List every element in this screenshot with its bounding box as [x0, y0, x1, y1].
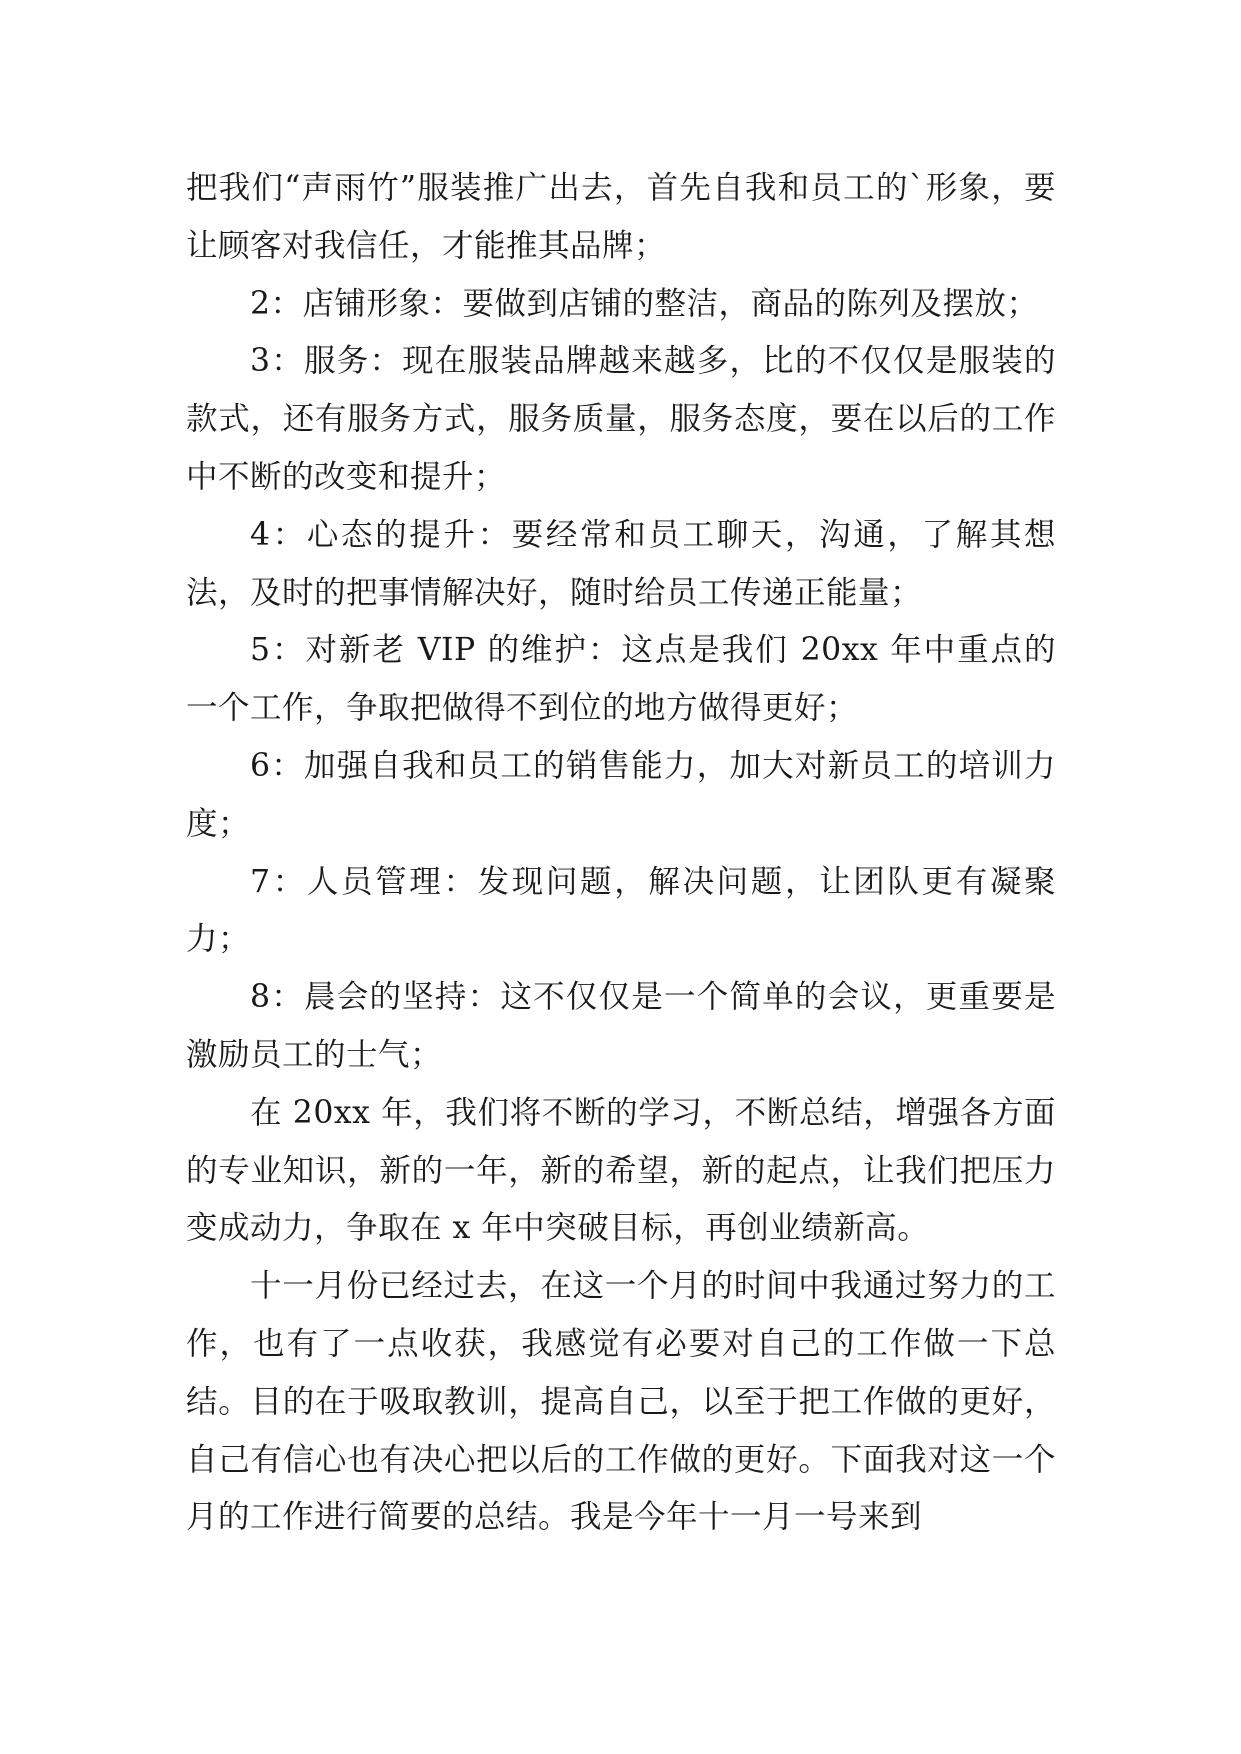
- paragraph-store-image: 2：店铺形象：要做到店铺的整洁，商品的陈列及摆放；: [250, 285, 1039, 322]
- paragraph-staff-management: 7：人员管理：发现问题，解决问题，让团队更有凝聚力；: [186, 863, 1056, 958]
- paragraph-mindset: 4：心态的提升：要经常和员工聊天，沟通，了解其想法，及时的把事情解决好，随时给员工传递正能量；: [186, 516, 1056, 611]
- paragraph-morning-meeting: 8：晨会的坚持：这不仅仅是一个简单的会议，更重要是激励员工的士气；: [186, 979, 1056, 1073]
- paragraph-november-summary: 十一月份已经过去，在这一个月的时间中我通过努力的工作，也有了一点收获，我感觉有必要对自己的工作做一下总结。目的在于吸取教训，提高自己，以至于把工作做的更好，自己有信心也有决心把以后的工作做的更好。下面我对这一个月的工作进行简要的总结。我是今年十一月一号来到: [186, 1268, 1056, 1536]
- document-body: [186, 160, 1056, 1547]
- paragraph-service: 3：服务：现在服装品牌越来越多，比的不仅仅是服装的款式，还有服务方式，服务质量，服务态度，要在以后的工作中不断的改变和提升；: [186, 343, 1056, 495]
- paragraph-year-goal: 在 20xx 年，我们将不断的学习，不断总结，增强各方面的专业知识，新的一年，新的希望，新的起点，让我们把压力变成动力，争取在 x 年中突破目标，再创业绩新高。: [186, 1094, 1056, 1247]
- paragraph-vip-maintenance: 5：对新老 VIP 的维护：这点是我们 20xx 年中重点的一个工作，争取把做得不到位的地方做得更好；: [186, 632, 1056, 727]
- paragraph-brand-image: 把我们“声雨竹”服装推广出去，首先自我和员工的`形象，要让顾客对我信任，才能推其品牌；: [186, 170, 1056, 264]
- paragraph-sales-ability: 6：加强自我和员工的销售能力，加大对新员工的培训力度；: [186, 747, 1056, 842]
